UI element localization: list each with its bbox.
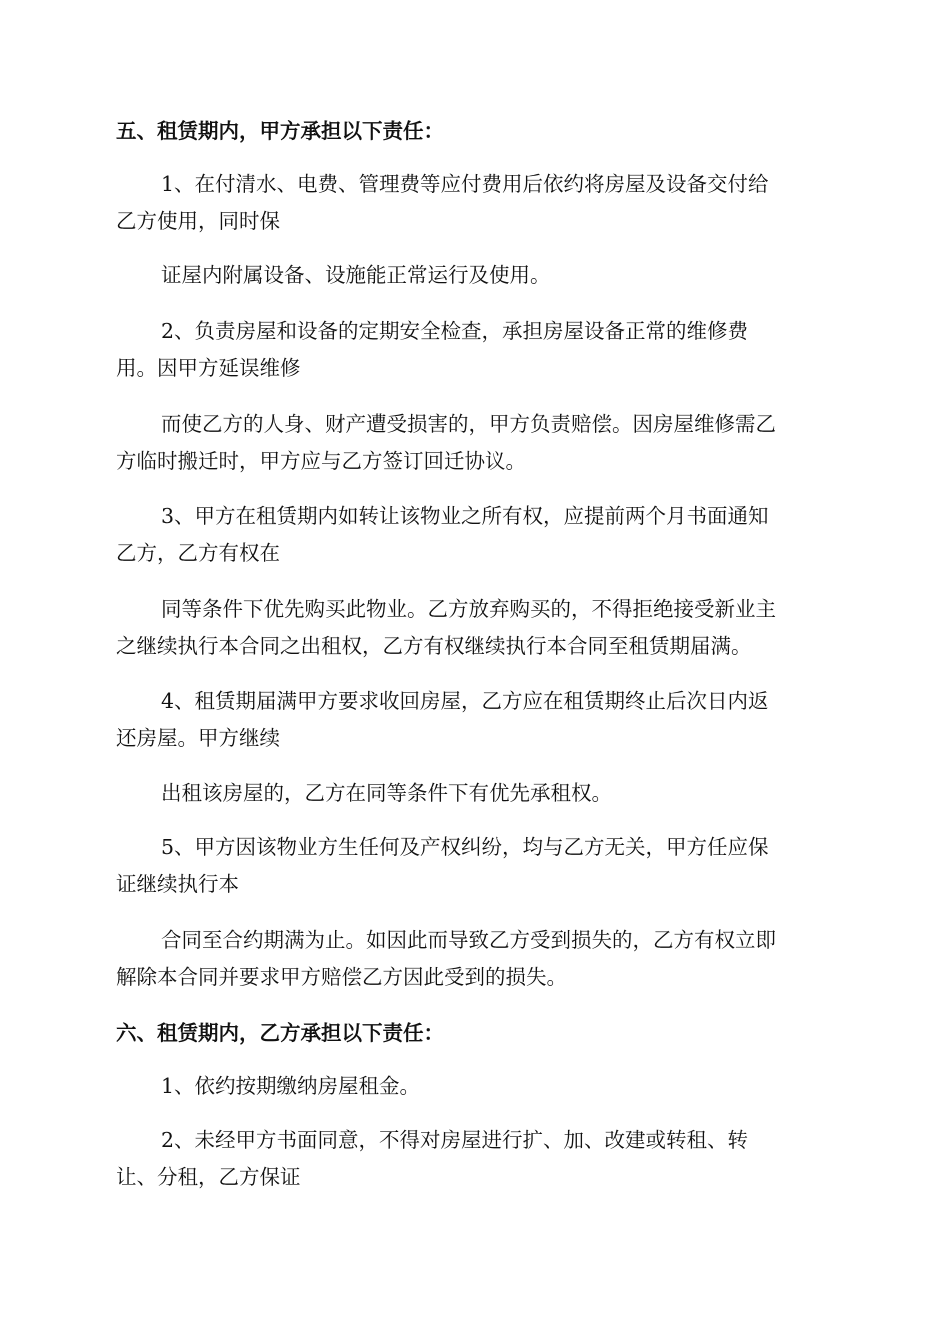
s5-item2-line1: 2、负责房屋和设备的定期安全检查，承担房屋设备正常的维修费 <box>161 319 749 343</box>
s5-item3-line1: 3、甲方在租赁期内如转让该物业之所有权，应提前两个月书面通知 <box>161 504 769 528</box>
s5-item4-line1: 4、租赁期届满甲方要求收回房屋，乙方应在租赁期终止后次日内返 <box>161 689 769 713</box>
s5-item4-line3: 出租该房屋的，乙方在同等条件下有优先承租权。 <box>161 781 612 805</box>
s5-item3-line4: 之继续执行本合同之出租权，乙方有权继续执行本合同至租赁期届满。 <box>116 634 752 658</box>
s5-item3-line2: 乙方，乙方有权在 <box>116 541 280 565</box>
s5-item1-line1: 1、在付清水、电费、管理费等应付费用后依约将房屋及设备交付给 <box>161 172 769 196</box>
s5-item2-line3: 而使乙方的人身、财产遭受损害的，甲方负责赔偿。因房屋维修需乙 <box>161 412 776 436</box>
s6-item1-line1: 1、依约按期缴纳房屋租金。 <box>161 1074 421 1098</box>
s5-item5-line3: 合同至合约期满为止。如因此而导致乙方受到损失的，乙方有权立即 <box>161 928 776 952</box>
s5-item1-line2: 乙方使用，同时保 <box>116 209 280 233</box>
s5-item5-line4: 解除本合同并要求甲方赔偿乙方因此受到的损失。 <box>116 965 567 989</box>
section-6-heading: 六、租赁期内，乙方承担以下责任： <box>116 1021 444 1045</box>
s5-item5-line1: 5、甲方因该物业方生任何及产权纠纷，均与乙方无关，甲方任应保 <box>161 835 769 859</box>
s5-item1-line3: 证屋内附属设备、设施能正常运行及使用。 <box>161 263 551 287</box>
s5-item5-line2: 证继续执行本 <box>116 872 239 896</box>
s6-item2-line2: 让、分租，乙方保证 <box>116 1165 301 1189</box>
s5-item2-line4: 方临时搬迁时，甲方应与乙方签订回迁协议。 <box>116 449 526 473</box>
s5-item2-line2: 用。因甲方延误维修 <box>116 356 301 380</box>
s5-item4-line2: 还房屋。甲方继续 <box>116 726 280 750</box>
s6-item2-line1: 2、未经甲方书面同意，不得对房屋进行扩、加、改建或转租、转 <box>161 1128 749 1152</box>
section-5-heading: 五、租赁期内，甲方承担以下责任： <box>116 119 444 143</box>
s5-item3-line3: 同等条件下优先购买此物业。乙方放弃购买的，不得拒绝接受新业主 <box>161 597 776 621</box>
